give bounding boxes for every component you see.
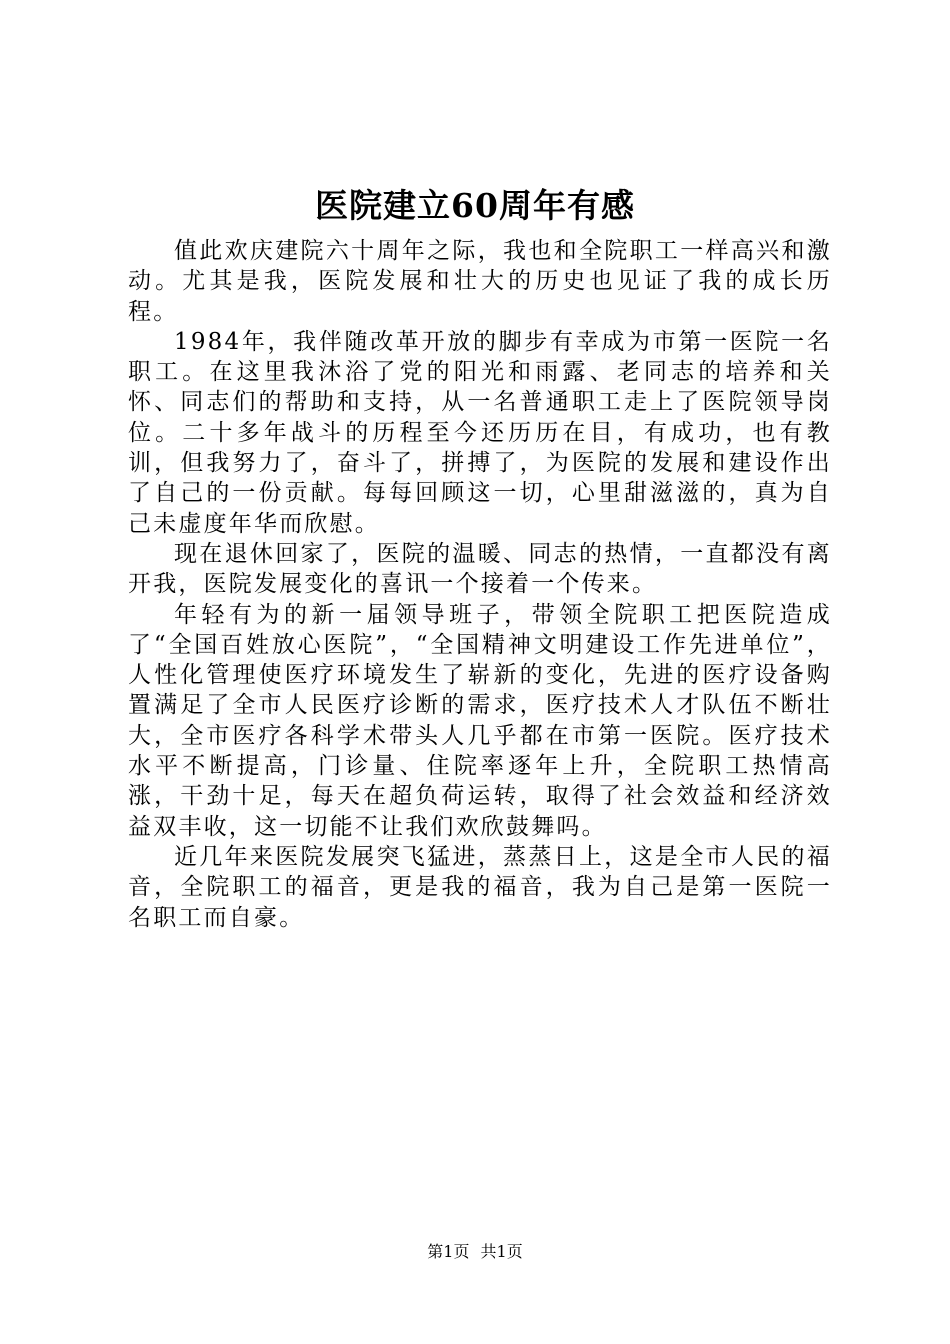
document-title: 医院建立60周年有感 (315, 186, 635, 225)
document-body (128, 236, 832, 933)
paragraph: 近几年来医院发展突飞猛进，蒸蒸日上，这是全市人民的福音，全院职工的福音，更是我的福音，我为自己是第一医院一名职工而自豪。 (128, 843, 832, 931)
paragraph: 值此欢庆建院六十周年之际，我也和全院职工一样高兴和激动。尤其是我，医院发展和壮大的历史也见证了我的成长历程。 (128, 238, 832, 325)
paragraph: 年轻有为的新一届领导班子，带领全院职工把医院造成了“全国百姓放心医院”，“全国精神文明建设工作先进单位”，人性化管理使医疗环境发生了崭新的变化，先进的医疗设备购置满足了全市人民医疗诊断的需求，医疗技术人才队伍不断壮大，全市医疗各科学术带头人几乎都在市第一医院。医疗技术水平不断提高，门诊量、住院率逐年上升，全院职工热情高涨，干劲十足，每天在超负荷运转，取得了社会效益和经济效益双丰收，这一切能不让我们欢欣鼓舞吗。 (128, 601, 832, 840)
page-total: 共1页 (480, 1242, 523, 1261)
paragraph: 现在退休回家了，医院的温暖、同志的热情，一直都没有离开我，医院发展变化的喜讯一个接着一个传来。 (128, 540, 832, 598)
page-number: 第1页 (427, 1242, 470, 1261)
paragraph: 1984年，我伴随改革开放的脚步有幸成为市第一医院一名职工。在这里我沐浴了党的阳光和雨露、老同志的培养和关怀、同志们的帮助和支持，从一名普通职工走上了医院领导岗位。二十多年战斗的历程至今还历历在目，有成功，也有教训，但我努力了，奋斗了，拼搏了，为医院的发展和建设作出了自己的一份贡献。每每回顾这一切，心里甜滋滋的，真为自己未虚度年华而欣慰。 (128, 328, 832, 537)
page-footer (0, 1241, 950, 1263)
